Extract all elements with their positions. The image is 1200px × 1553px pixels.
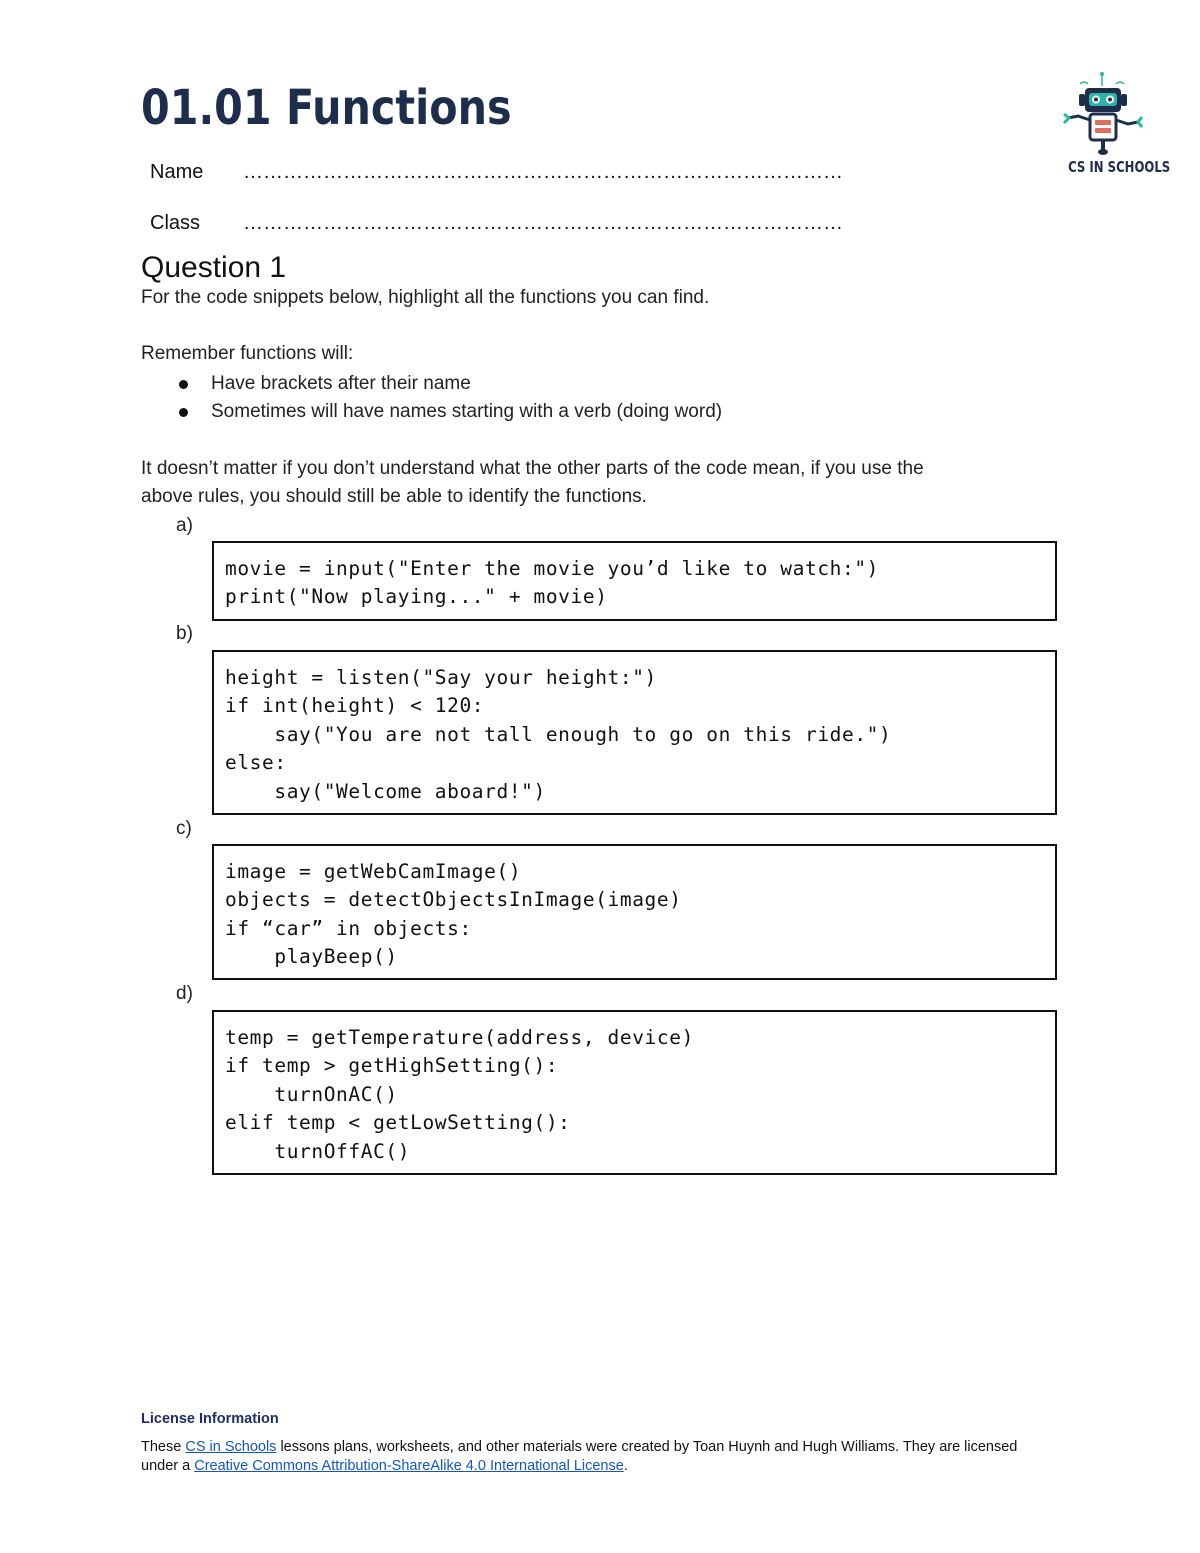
cs-in-schools-logo [1058, 72, 1171, 182]
creative-commons-link[interactable]: Creative Commons Attribution-ShareAlike 4.0 International License [194, 1458, 624, 1474]
list-item-text: Sometimes will have names starting with a verb (doing word) [211, 401, 723, 422]
code-line: elif temp < getLowSetting(): [225, 1111, 571, 1135]
code-line: turnOffAC() [225, 1139, 411, 1163]
rules-list [141, 370, 722, 426]
snippet-c-label: c) [176, 818, 192, 839]
bullet-icon [179, 408, 188, 417]
code-line: if int(height) < 120: [225, 694, 485, 718]
code-snippet-c[interactable] [212, 844, 1057, 980]
code-line: objects = detectObjectsInImage(image) [225, 888, 682, 912]
class-label: Class [150, 212, 201, 234]
snippet-b-label: b) [176, 623, 193, 644]
license-text-start: These [141, 1439, 186, 1455]
code-line: movie = input("Enter the movie you’d like to watch:") [225, 557, 880, 580]
snippet-a-label: a) [176, 515, 193, 536]
code-line: height = listen("Say your height:") [225, 666, 657, 689]
code-line: if temp > getHighSetting(): [225, 1054, 559, 1078]
list-item-text: Have brackets after their name [211, 373, 471, 394]
code-line: say("Welcome aboard!") [225, 779, 546, 803]
question-title: Question 1 [141, 251, 287, 284]
code-snippet-b[interactable] [212, 650, 1057, 815]
code-line: image = getWebCamImage() [225, 860, 522, 883]
license-text-end: . [623, 1458, 628, 1474]
note-line-2: above rules, you should still be able to identify the functions. [141, 486, 647, 507]
code-line: say("You are not tall enough to go on this ride.") [225, 722, 892, 746]
name-blank-line[interactable]: ……………………………………………………………………………… [243, 161, 843, 183]
code-line: if “car” in objects: [225, 916, 472, 940]
code-line: playBeep() [225, 945, 398, 969]
code-line: turnOnAC() [225, 1082, 398, 1106]
license-text [141, 1438, 1041, 1476]
page-title: 01.01 Functions [141, 80, 512, 136]
snippet-d-label: d) [176, 983, 193, 1004]
robot-icon [1058, 72, 1150, 158]
code-line: print("Now playing..." + movie) [225, 585, 608, 609]
class-blank-line[interactable]: ……………………………………………………………………………… [243, 212, 843, 234]
remember-intro: Remember functions will: [141, 343, 354, 364]
license-text-middle: lessons plans, worksheets, and other materials were created by Toan Huynh and Hugh Williams. They are licensed under a [141, 1439, 1018, 1474]
question-instruction: For the code snippets below, highlight all the functions you can find. [141, 287, 710, 308]
code-line: else: [225, 751, 287, 775]
list-item [141, 398, 722, 426]
note-line-1: It doesn’t matter if you don’t understand what the other parts of the code mean, if you use the [141, 458, 924, 479]
name-label: Name [150, 161, 204, 183]
code-snippet-a[interactable] [212, 541, 1057, 621]
class-field[interactable] [150, 211, 843, 235]
cs-in-schools-link[interactable]: CS in Schools [185, 1439, 277, 1455]
code-snippet-d[interactable] [212, 1010, 1057, 1175]
logo-text: CS IN SCHOOLS [1068, 158, 1171, 176]
name-field[interactable] [150, 160, 843, 184]
license-title: License Information [141, 1411, 279, 1427]
bullet-icon [179, 380, 188, 389]
list-item [141, 370, 722, 398]
code-line: temp = getTemperature(address, device) [225, 1026, 694, 1049]
